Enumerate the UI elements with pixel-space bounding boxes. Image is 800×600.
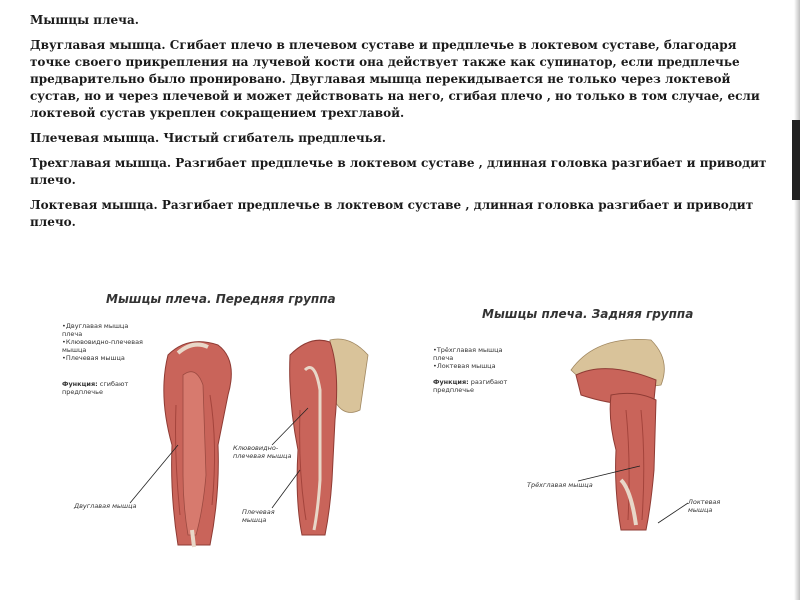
label-biceps: Двуглавая мышца	[74, 502, 137, 510]
front-list-item: •Плечевая мышца	[62, 354, 125, 362]
front-list-item: •Двуглавая мышца плеча	[62, 322, 129, 338]
label-triceps: Трёхглавая мышца	[527, 481, 593, 489]
paragraph-anconeus: Локтевая мышца. Разгибает предплечье в локтевом суставе , длинная головка разгибает и приводит плечо.	[30, 198, 754, 229]
front-figure-title: Мышцы плеча. Передняя группа	[106, 292, 336, 306]
front-function-label: Функция:	[62, 380, 98, 388]
front-function-text: сгибают предплечье	[62, 380, 129, 396]
label-brachialis: Плечевая мышца	[242, 508, 275, 524]
back-list-item: •Локтевая мышца	[433, 362, 496, 370]
back-list-item: •Трёхглавая мышца плеча	[433, 346, 503, 362]
paragraph-brachialis: Плечевая мышца. Чистый сгибатель предплечья.	[30, 131, 386, 145]
paragraph-triceps: Трехглавая мышца. Разгибает предплечье в локтевом суставе , длинная головка разгибает и приводит плечо.	[30, 156, 767, 187]
paragraph-biceps: Двуглавая мышца. Сгибает плечо в плечевом суставе и предплечье в локтевом суставе, благодаря точке своего прикрепления на лучевой кости она действует также как супинатор, если предплечье предварительно было пронировано. Двуглавая мышца перекидывается не только через локтевой сустав, но и через плечевой и может действовать на него, сгибая плечо , но только в том случае, если локтевой сустав укреплен сокращением трехглавой.	[30, 38, 760, 120]
back-function-label: Функция:	[433, 378, 469, 386]
label-coracobrachialis: Клювовидно-плечевая мышца	[233, 444, 292, 460]
front-list-item: •Клювовидно-плечевая мышца	[62, 338, 143, 354]
back-figure-title: Мышцы плеча. Задняя группа	[482, 307, 694, 321]
page-title: Мышцы плеча.	[30, 13, 139, 27]
back-function-text: разгибают предплечье	[433, 378, 508, 394]
label-anconeus: Локтевая мышца	[688, 498, 721, 514]
